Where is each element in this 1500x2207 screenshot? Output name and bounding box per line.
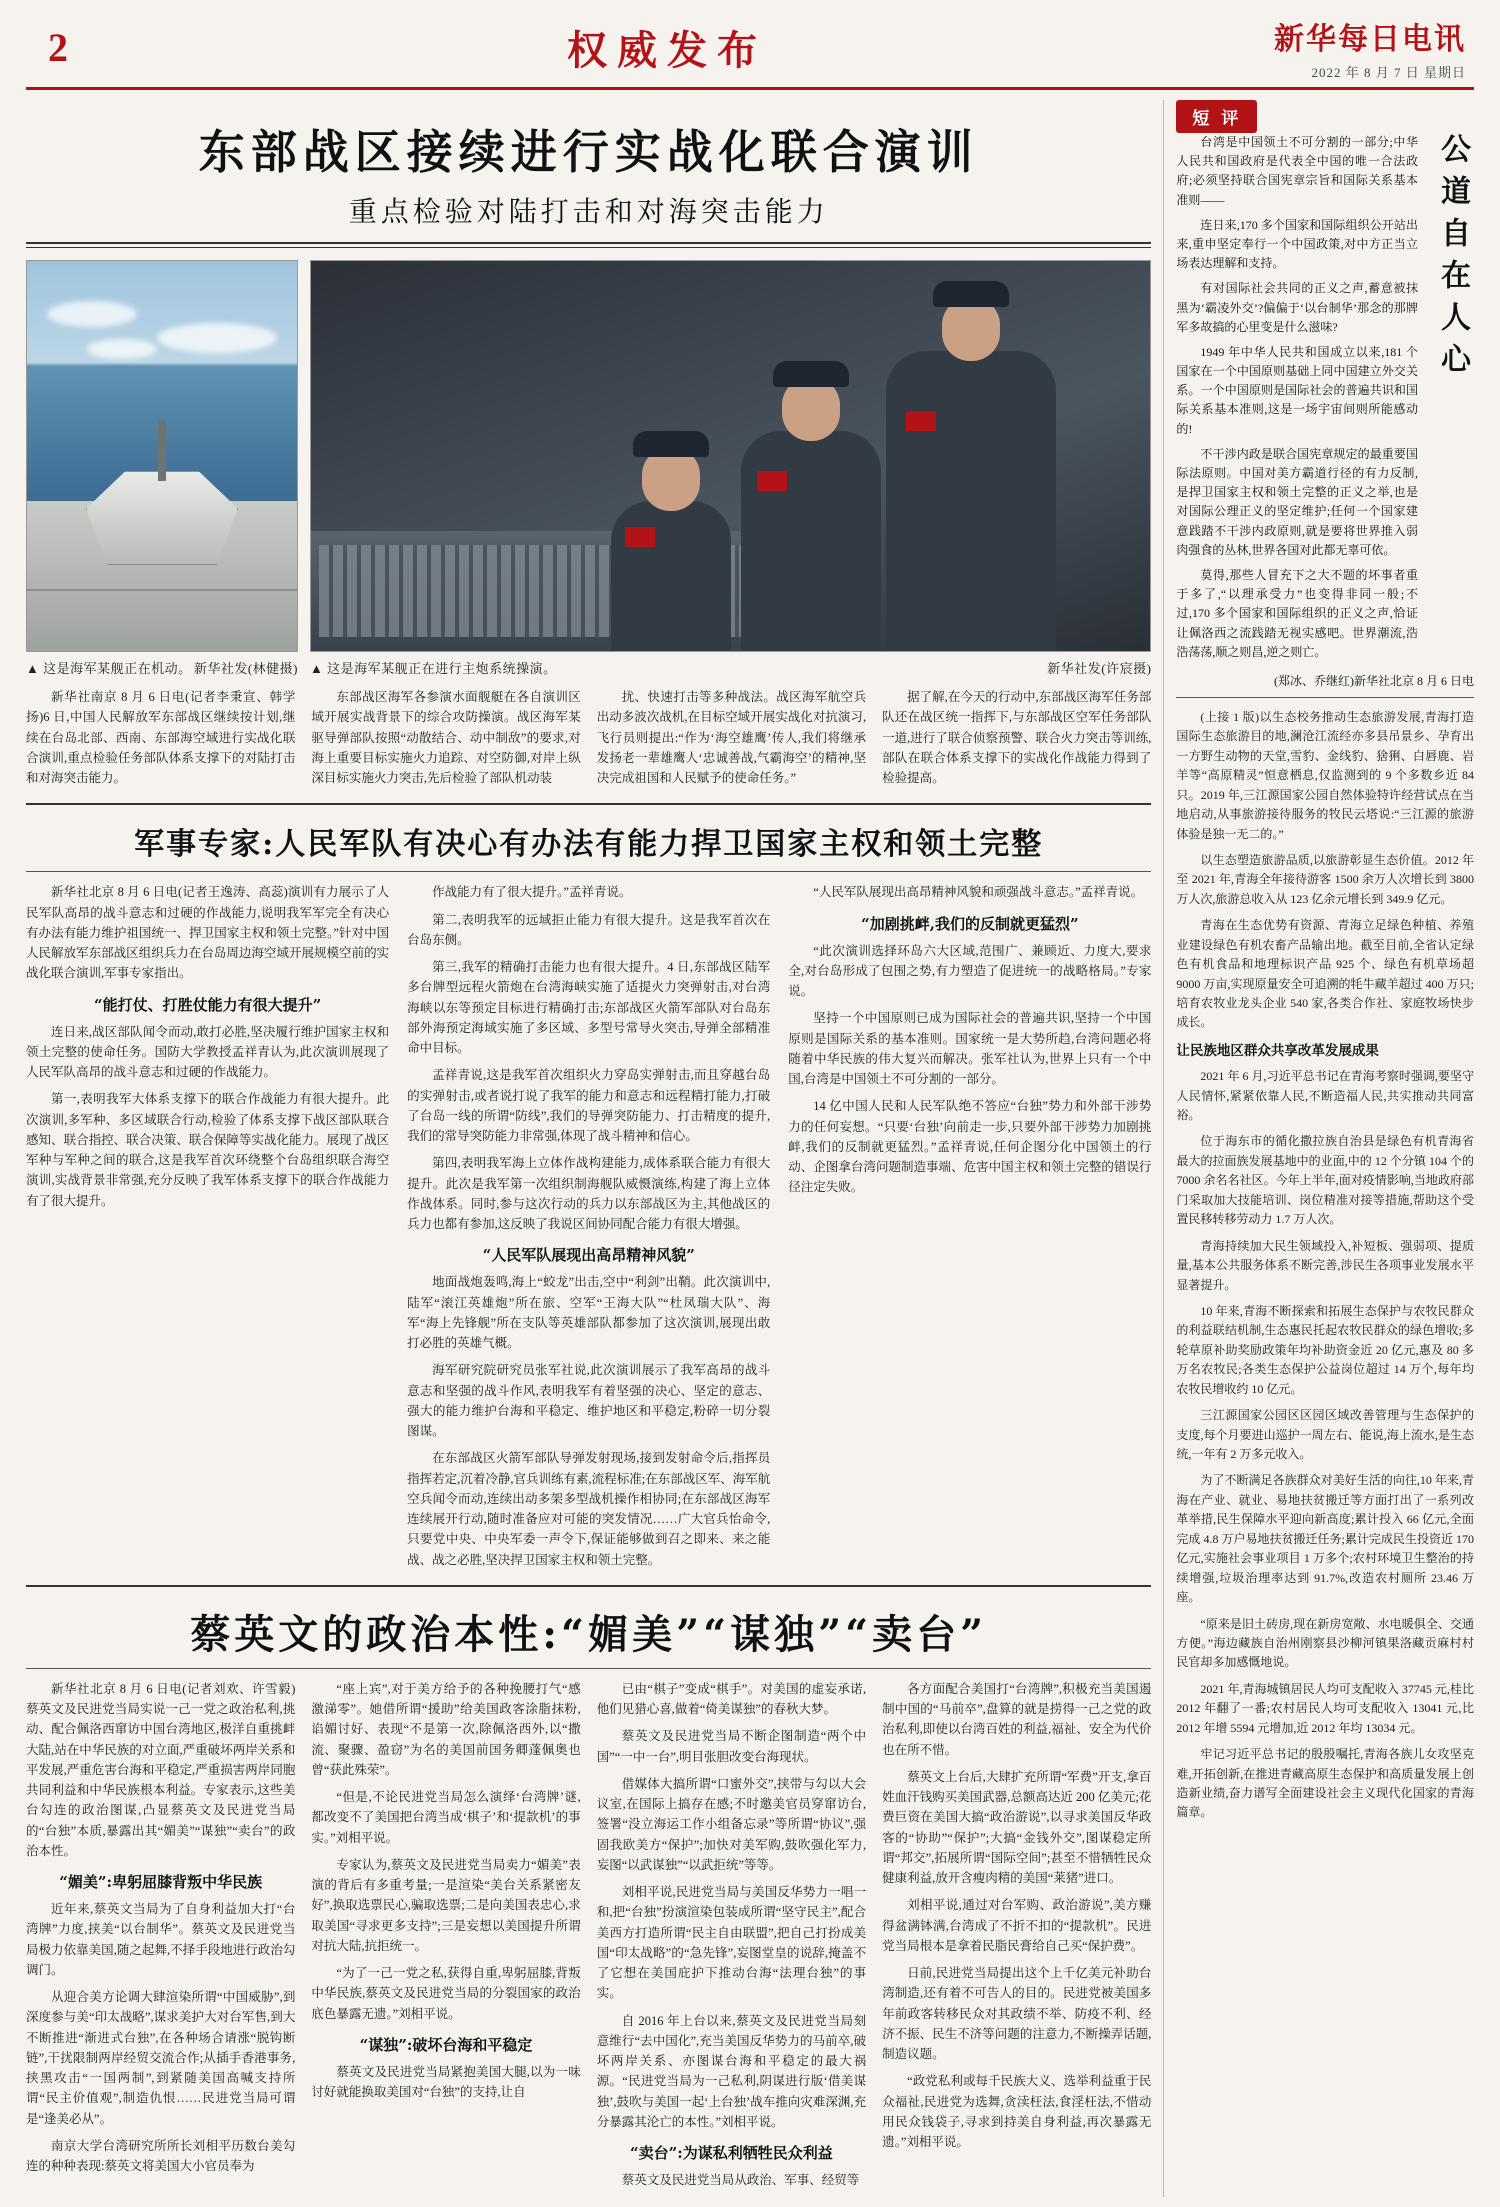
paragraph: 孟祥青说,这是我军首次组织火力穿岛实弹射击,而且穿越台岛的实弹射击,或者说打说了我军的能力和意志和远程精打能力,打破了台岛一线的所谓“防线”,我们的导弹突防能力、打击精度的提升,我们的常导突防能力非常强,体现了战斗精神和信心。	[407, 1068, 771, 1143]
divider	[26, 242, 1151, 248]
paragraph: 东部战区海军各参演水面舰艇在各自演训区域开展实战背景下的综合攻防操演。战区海军某驱导弹部队按照“动散结合、动中制敌”的要求,对海上重要目标实施火力追踪、对空防御,对岸上纵深目标实施火力突击,先后检验了部队机动装	[311, 690, 581, 785]
paragraph: 南京大学台湾研究所所长刘相平历数台美勾连的种种表现:蔡英文将美国大小官员奉为	[26, 2138, 296, 2173]
expert-col-2	[407, 882, 770, 1577]
paragraph: 借媒体大搞所谓“口蜜外交”,挟带与勾以大会议室,在国际上搞存在感;不时邀美官员穿窜访台,签署“没立海运工作小组备忘录”等所谓“协议”,强固我欧美方“保护”;加快对美军购,鼓吹强化军力,妄图“以武谋独”“以武拒统”等等。	[596, 1776, 867, 1872]
feature-columns	[26, 1679, 1151, 2198]
paragraph: 第三,我军的精确打击能力也有很大提升。4 日,东部战区陆军多台牌型远程火箭炮在台湾海峡实施了适提火力突弹射击,对台湾海峡以东等预定目标进行精确打击;东部战区火箭军部队对台岛东部外海预定海域实施了多区域、多型号常导火突击,导弹全部精准命中目标。	[407, 960, 771, 1055]
divider	[1176, 697, 1474, 698]
paragraph: “此次演训选择环岛六大区域,范围广、兼顾近、力度大,要求全,对台岛形成了包围之势,有力塑造了促进统一的战略格局。”专家说。	[788, 943, 1152, 998]
right-column	[1164, 100, 1474, 2197]
paragraph: 1949 年中华人民共和国成立以来,181 个国家在一个中国原则基础上同中国建立外交关系。一个中国原则是国际社会的普遍共识和国际关系基本准则,这是一场宇宙间则所能感动的!	[1176, 344, 1418, 436]
divider	[26, 871, 1151, 872]
masthead	[26, 14, 1474, 90]
paragraph: 不干涉内政是联合国宪章规定的最重要国际法原则。中国对美方霸道行径的有力反制,是捍卫国家主权和领土完整的正义之举,也是对国际公理正义的坚定维护;任何一个国家建意践踏不干涉内政原则,就是要将世界推入弱肉强食的丛林,世界各国对此都无辜可依。	[1176, 446, 1418, 557]
credit-left: 新华社发(林健摄)	[193, 661, 298, 676]
paragraph: 有对国际社会共同的正义之声,蓄意被抹黑为‘霸凌外交’?偏偏于‘以台制华’那念的那牌军多故搞的心里变是什么滋味?	[1176, 281, 1418, 334]
paragraph: 近年来,蔡英文当局为了自身利益加大打“台湾牌”力度,挟美“以台制华”。蔡英文及民进党当局极力依靠美国,随之起舞,不择手段地进行政治勾调门。	[26, 1902, 296, 1977]
paragraph: 作战能力有了很大提升。”孟祥青说。	[432, 885, 632, 900]
paragraph: 第四,表明我军海上立体作战构建能力,成体系联合能力有很大提升。此次是我军第一次组织制海舰队威慑演练,构建了海上立体作战体系。同时,参与这次行动的兵力以东部战区为主,其他战区的兵力也都有参加,这反映了我说区间协同配合能力有很大增强。	[407, 1156, 771, 1231]
commentary-body	[1176, 133, 1418, 668]
paragraph: 三江源国家公园区区园区域改善管理与生态保护的支度,每个月要进山巡护一周左右、能说,海上流水,是生态统,一年有 2 万多元收入。	[1176, 1408, 1474, 1461]
paragraph: 新华社南京 8 月 6 日电(记者李秉宣、韩学扬)6 日,中国人民解放军东部战区继续按计划,继续在台岛北部、西南、东部海空域进行实战化联合演训,重点检验任务部队体系支撑下的对陆打击和对海突击能力。	[26, 690, 296, 785]
paragraph: 14 亿中国人民和人民军队绝不答应“台独”势力和外部干涉势力的任何妄想。“只要‘台独’向前走一步,只要外部干涉势力加剧挑衅,我们的反制就更猛烈。”孟祥青说,任何企图分化中国领土的行动、企图拿台湾问题制造事端、危害中国主权和领土完整的错误行径注定失败。	[788, 1099, 1152, 1195]
paragraph: 坚持一个中国原则已成为国际社会的普遍共识,坚持一个中国原则是国际关系的基本准则。国家统一是大势所趋,台湾问题必将随着中华民族的伟大复兴而解决。张军社认为,世界上只有一个中国,台湾是中国领土不可分割的一部分。	[788, 1011, 1152, 1086]
paper-brand	[1166, 14, 1474, 81]
brand-name: 新华每日电讯	[1274, 22, 1466, 57]
paragraph: 海军研究院研究员张军社说,此次演训展示了我军高昂的战斗意志和坚强的战斗作风,表明我军有着坚强的决心、坚定的意志、强大的能力维护台海和平稳定、维护地区和平稳定,粉碎一切分裂图谋。	[407, 1363, 771, 1438]
ship-photo	[26, 260, 298, 652]
divider	[26, 803, 1151, 805]
credit-right: 新华社发(许宸摄)	[1047, 661, 1152, 676]
feature-col-2	[311, 1679, 580, 2198]
feature-col-3	[597, 1679, 866, 2198]
expert-col-3	[788, 882, 1151, 1577]
paragraph: 刘相平说,通过对台军购、政治游说”,美方赚得盆满钵满,台湾成了不折不扣的“提款机”。民进党当局根本是拿着民脂民膏给自己买“保护费”。	[882, 1898, 1152, 1953]
subheading: 让民族地区群众共享改革发展成果	[1176, 1042, 1379, 1059]
feature-headline: 蔡英文的政治本性:“媚美”“谋独”“卖台”	[190, 1610, 988, 1658]
paragraph: 青海在生态优势有资源、青海立足绿色种植、养殖业建设绿色有机农畜产品输出地。截至目前,全省认定绿色有机食品和地理标识产品 925 个、绿色有机草场超 9000 万亩,实现原量安全可追溯的牦牛藏羊超过 400 万只;培育农牧业龙头企业 540 家,各类合作社、家庭牧场快步成长。	[1176, 918, 1474, 1030]
paragraph: 连日来,170 多个国家和国际组织公开站出来,重申坚定奉行一个中国政策,对中方正当立场表达理解和支持。	[1176, 217, 1418, 271]
commentary	[1176, 133, 1474, 668]
commentary-badge: 短 评	[1176, 100, 1257, 133]
paragraph: 蔡英文及民进党当局从政治、军事、经贸等	[621, 2173, 860, 2187]
paragraph: 据了解,在今天的行动中,东部战区海军任务部队还在战区统一指挥下,与东部战区空军任务部队一道,进行了联合侦察预警、联合火力突击等训练,部队在联合体系支撑下的实战化作战能力得到了检验提高。	[882, 690, 1152, 785]
paragraph: 10 年来,青海不断探索和拓展生态保护与农牧民群众的利益联结机制,生态惠民托起农牧民群众的绿色增收;多轮草原补助奖励政策年均补助资金近 20 亿元,惠及 80 多万名农牧民;各类生态保护公益岗位超过 14 万个,每年均农牧民增收约 10 亿元。	[1176, 1303, 1474, 1396]
paragraph: 各方面配合美国打“台湾牌”,积极充当美国遏制中国的“马前卒”,盘算的就是捞得一己之党的政治私利,即使以台湾百姓的利益,福祉、安全为代价也在所不惜。	[882, 1681, 1152, 1757]
divider	[26, 1585, 1151, 1587]
paragraph: “座上宾”,对于美方给予的各种挽腰打气“感激涕零”。她借所谓“援助”给美国政客涂脂抹粉,谄媚讨好、表现“不是第一次,除佩洛西外,以“撒流、聚骤、盈窃”为名的美国前国务卿蓬佩奥也曾“获此殊荣”。	[311, 1681, 581, 1777]
paragraph: (上接 1 版)以生态校务推动生态旅游发展,青海打造国际生态旅游目的地,澜沧江流经亦多县吊景乡、孕育出一方野生动物的天堂,雪豹、金线豹、猞猁、白唇鹿、岩羊等“高原精灵”恒意栖息,仅监测到的 9 个多数乡近 84 只。2019 年,三江源国家公园自然体验特许经营试点在当地启动,从事旅游接待服务的牧民云塔说:“三江源的旅游体验是独一无二的。”	[1176, 709, 1474, 841]
paragraph: 莫得,那些人冒充下之大不题的坏事者重于多了,“以理承受力”也变得非同一般;不过,170 多个国家和国际组织的正义之声,恰证让佩洛西之流践踏无视实感吧。世界潮流,浩浩荡荡,顺之则昌,逆之则亡。	[1176, 567, 1418, 659]
lead-col-1	[26, 687, 295, 795]
divider	[26, 1668, 1151, 1669]
lead-col-3	[597, 687, 866, 795]
lead-col-2	[311, 687, 580, 795]
paragraph: 扰、快速打击等多种战法。战区海军航空兵出动多波次战机,在目标空域开展实战化对抗演习,飞行员则提出:“作为‘海空雄鹰’传人,我们将继承发扬老一辈雄鹰人‘忠诚善战,气霸海空’的精神,坚决完成祖国和人民赋予的使命任务。”	[596, 690, 867, 785]
lead-headline: 东部战区接续进行实战化联合演训	[198, 125, 979, 179]
subheading: “媚美”:卑躬屈膝背叛中华民族	[59, 1873, 263, 1891]
subheading: “人民军队展现出高昂精神风貌”	[482, 1246, 695, 1265]
paragraph: 从迎合美方论调大肆渲染所谓“中国威胁”,到深度参与美“印太战略”,谋求美护大对台军售,到大不断推进“渐进式台独”,在各种场合请涨“脱钩断链”,干扰限制两岸经贸交流合作;从插手香港事务,挟黑攻击“一国两制”,到紧随美国高喊支持所谓“民主价值观”,制造仇恨……民进党当局可谓是“逢美必从”。	[26, 1990, 296, 2126]
expert-headline: 军事专家:人民军队有决心有办法有能力捍卫国家主权和领土完整	[134, 827, 1044, 863]
paragraph: 刘相平说,民进党当局与美国反华势力一唱一和,把“台独”扮演渲染包装成所谓“坚守民主”,配合美西方打造所谓“民主自由联盟”,把自己打扮成美国“印太战略”的“急先锋”,妄图堂皇的说辞,掩盖不了它想在美国庇护下推动台海“法理台独”的事实。	[596, 1885, 867, 2001]
paragraph: 地面战炮轰鸣,海上“蛟龙”出击,空中“利剑”出鞘。此次演训中,陆军“滚江英雄炮”所在旅、空军“王海大队”“杜凤瑞大队”、海军“海上先锋舰”所在支队等英雄部队都参加了这次演训,展现出敢打必胜的英雄气概。	[407, 1275, 771, 1350]
photo-left	[26, 260, 298, 652]
paragraph: 2021 年,青海城镇居民人均可支配收入 37745 元,桂比 2012 年翻了一番;农村居民人均可支配收入 13041 元,比 2012 年增 5594 元增加,近 2012 年均 13034 元。	[1176, 1681, 1474, 1735]
paragraph: 牢记习近平总书记的殷殷嘱托,青海各族儿女攻坚克难,开拓创新,在推进青藏高原生态保护和高质量发展上创造新业绩,奋力谱写全面建设社会主义现代化国家的青海篇章。	[1176, 1747, 1474, 1820]
paragraph: “政党私利或每千民族大义、选举利益重于民众福祉,民进党为选舞,贪渎枉法,食淫枉法,不惜动用民众钱袋子,寻求到持美自身利益,再次暴露无遗。”刘相平说。	[882, 2074, 1152, 2149]
subheading: “卖台”:为谋私利牺牲民众利益	[630, 2144, 833, 2162]
paragraph: 日前,民进党当局提出这个上千亿美元补助台湾制造,还有着不可告人的目的。民进党被美国多年前政客转移民众对其政绩不举、防疫不利、经济不振、民生不济等问题的注意力,不断操弄话题,制造议题。	[882, 1966, 1152, 2061]
page-number: 2	[48, 25, 68, 70]
expert-col-1	[26, 882, 389, 1577]
paragraph: “原来是旧土砖房,现在新房宽敞、水电暖俱全、交通方便。”海边藏族自治州刚察县沙柳河镇果洛藏贡麻村村民官却多加感慨地说。	[1176, 1616, 1474, 1670]
paragraph: 已由“棋子”变成“棋手”。对美国的虚妄承诺,他们见猎心喜,做着“倚美谋独”的春秋大梦。	[596, 1681, 867, 1716]
subheading: “谋独”:破坏台海和平稳定	[359, 2035, 533, 2054]
paragraph: 蔡英文及民进党当局紧抱美国大腿,以为一味讨好就能换取美国对“台独”的支持,让自	[311, 2064, 581, 2099]
photo-right	[310, 260, 1151, 652]
left-column	[26, 100, 1164, 2197]
subheading: “加剧挑衅,我们的反制就更猛烈”	[861, 914, 1079, 933]
photo-row	[26, 260, 1151, 652]
feature-col-4	[882, 1679, 1151, 2198]
caption-left: ▲ 这是海军某舰正在机动。	[26, 661, 192, 676]
paragraph: 2021 年 6 月,习近平总书记在青海考察时强调,要坚守人民情怀,紧紧依靠人民,不断造福人民,共实推动共同富裕。	[1176, 1069, 1474, 1122]
paragraph: “但是,不论民进党当局怎么演绎‘台湾牌’谜,都改变不了美国把台湾当成‘棋子’和‘提款机’的事实。”刘相平说。	[311, 1790, 581, 1845]
caption-right: ▲ 这是海军某舰正在进行主炮系统操演。	[310, 661, 557, 676]
paragraph: 第一,表明我军大体系支撑下的联合作战能力有很大提升。此次演训,多军种、多区域联合行动,检验了体系支撑下战区部队联合感知、联合指控、联合决策、联合保障等实战化能力。展现了战区军种与军种之间的联合,这是我军首次环绕整个台岛组织联合海空演训,实战背景非常强,充分反映了我军体系支撑下的联合作战能力有了很大提升。	[26, 1092, 390, 1208]
paragraph: 位于海东市的循化撒拉族自治县是绿色有机青海省最大的拉面族发展基地中的业面,中的 12 个分镇 104 个的 7000 余名名社区。今年上半年,面对疫情影响,当地政府部门采取加大技能培训、岗位精准对接等措施,帮助这个受置民移转移劳动力 1.7 万人次。	[1176, 1134, 1474, 1227]
commentary-signature: (郑冰、乔继红)新华社北京 8 月 6 日电	[1274, 673, 1474, 688]
paragraph: 为了不断满足各族群众对美好生活的向往,10 年来,青海在产业、就业、易地扶贫搬迁等方面打出了一系列改革举措,民生保障水平迎向新高度;累计投入 66 亿元,全面完成 4.8 万户易地扶贫搬迁任务;累计完成民生投资近 170 亿元,实施社会事业项目 1 万多个;农村环境卫生整治的持续增强,垃圾治理率达到 91.7%,改造农村厕所 23.46 万座。	[1176, 1473, 1474, 1605]
paragraph: 青海持续加大民生领域投入,补短板、强弱项、提质量,基本公共服务体系不断完善,涉民生各项事业发展水平显著提升。	[1176, 1238, 1474, 1292]
paragraph: 新华社北京 8 月 6 日电(记者王逸涛、高蕊)演训有力展示了人民军队高昂的战斗意志和过硬的作战能力,说明我军军完全有决心有办法有能力维护祖国统一、捍卫国家主权和领土完整。”针对中国人民解放军东部战区组织兵力在台岛周边海空域开展规模空前的实战化联合演训,军事专家指出。	[26, 885, 390, 981]
paragraph: 台湾是中国领土不可分割的一部分;中华人民共和国政府是代表全中国的唯一合法政府;必须坚持联合国宪章宗旨和国际关系基本准则——	[1176, 135, 1418, 207]
paragraph: 蔡英文及民进党当局不断企图制造“两个中国”“一中一台”,明目张胆改变台海现状。	[596, 1729, 867, 1764]
expert-article-columns	[26, 882, 1151, 1577]
paragraph: 新华社北京 8 月 6 日电(记者刘欢、许雪毅)蔡英文及民进党当局实说一己一党之政治私利,挑动、配合佩洛西窜访中国台湾地区,极洋自重挑衅大陆,站在中华民族的对立面,严重破坏两岸关系和平发展,严重危害台海和平稳定,严重损害两岸同胞共同利益和中华民族根本利益。专家表示,这些美台勾连的政治图谋,凸显蔡英文及民进党当局的“台独”本质,暴露出其“媚美”“谋独”“卖台”的政治本性。	[26, 1681, 296, 1858]
paragraph: “人民军队展现出高昂精神风貌和顽强战斗意志。”孟祥青说。	[813, 885, 1144, 900]
crew-photo	[310, 260, 1151, 652]
section-title: 权威发布	[567, 27, 767, 74]
paragraph: 蔡英文上台后,大肆扩充所谓“军费”开支,拿百姓血汗钱购买美国武器,总额高达近 200 亿美元;花费巨资在美国大搞“政治游说”,以寻求美国反华政客的“协助”“保护”;大搞“金钱外交”,图谋稳定所谓“邦交”,拓展所谓“国际空间”;甚至不惜牺牲民众健康利益,放开含瘦肉精的美国“莱猪”进口。	[882, 1769, 1152, 1885]
paragraph: 第二,表明我军的远域拒止能力有很大提升。这是我军首次在台岛东侧。	[407, 912, 771, 947]
commentary-vertical-title: 公道自在人心	[1435, 133, 1470, 385]
feature-col-1	[26, 1679, 295, 2198]
lead-subheadline: 重点检验对陆打击和对海突击能力	[348, 195, 829, 228]
paragraph: 专家认为,蔡英文及民进党当局卖力“媚美”表演的背后有多重考量;一是渲染“美台关系紧密友好”,换取选票民心,骗取选票;二是向美国表忠心,求取美国“寻求更多支持”;三是妄想以美国提升所谓对抗大陆,抗拒统一。	[311, 1857, 581, 1953]
photo-captions	[26, 658, 1151, 677]
brand-date: 2022 年 8 月 7 日 星期日	[1311, 65, 1466, 80]
subheading: “能打仗、打胜仗能力有很大提升”	[93, 995, 322, 1014]
paragraph: 连日来,战区部队闻令而动,敢打必胜,坚决履行维护国家主权和领土完整的使命任务。国防大学教授孟祥青认为,此次演训展现了人民军队高昂的战斗意志和过硬的作战能力。	[26, 1024, 390, 1079]
paragraph: 以生态塑造旅游品质,以旅游彰显生态价值。2012 年至 2021 年,青海全年接待游客 1500 余万人次增长到 3800 万人次,旅游总收入从 123 亿余元增长到 349.9 亿元。	[1176, 852, 1474, 906]
paragraph: 在东部战区火箭军部队导弹发射现场,接到发射命令后,指挥员指挥若定,沉着冷静,官兵训练有素,流程标准;在东部战区军、海军航空兵闻令而动,连续出动多架多型战机操作相协同;在东部战区海军连续展开行动,随时准备应对可能的突发情况……广大官兵怡命令,只要党中央、中央军委一声令下,保证能够做到召之即来、来之能战、战之必胜,坚决捍卫国家主权和领土完整。	[407, 1451, 771, 1567]
lead-article-columns	[26, 687, 1151, 795]
paragraph: 自 2016 年上台以来,蔡英文及民进党当局刻意维行“去中国化”,充当美国反华势力的马前卒,破坏两岸关系、亦图谋台海和平稳定的最大祸源。“民进党当局为一己私利,阴谋进行版‘借美谋独’,鼓吹与美国一起‘上台独’战车推向灾难深渊,充分暴露其沦亡的本性。”刘相平说。	[596, 2013, 867, 2129]
lead-col-4	[882, 687, 1151, 795]
paragraph: “为了一己一党之私,获得自重,卑躬屈膝,背叛中华民族,蔡英文及民进党当局的分裂国家的政治底色暴露无遗。”刘相平说。	[311, 1966, 581, 2021]
page-body	[26, 100, 1474, 2197]
